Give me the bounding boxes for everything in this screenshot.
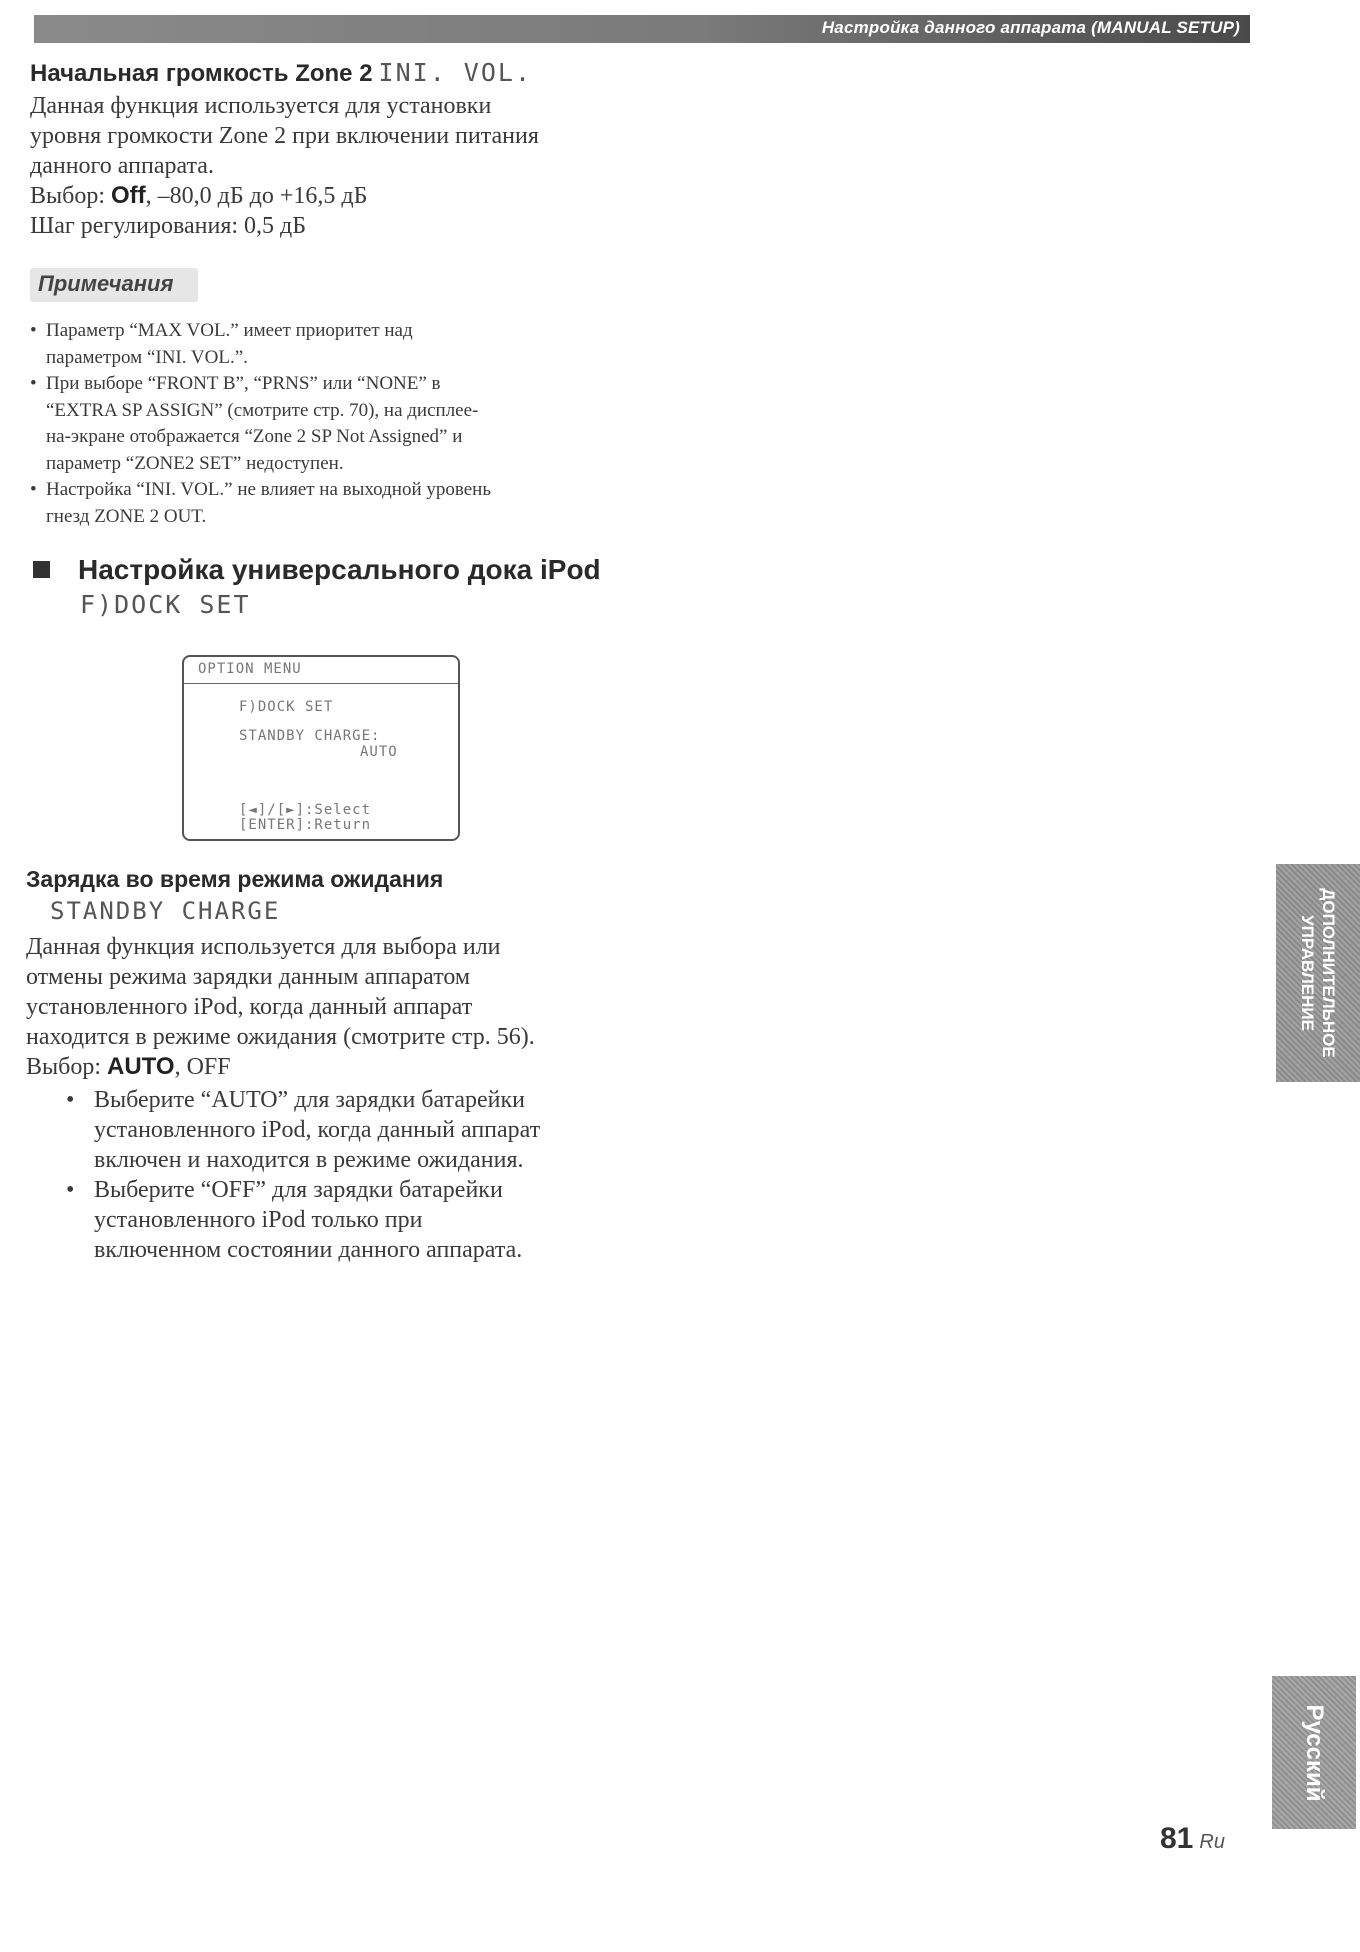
zone2-choice	[30, 181, 640, 211]
note-item	[30, 477, 630, 530]
header-title: Настройка данного аппарата (MANUAL SETUP)	[821, 18, 1240, 37]
standby-code: STANDBY CHARGE	[50, 897, 281, 925]
bullet: •	[66, 1177, 75, 1203]
bullet: •	[66, 1087, 75, 1113]
note-line: При выборе “FRONT B”, “PRNS” или “NONE” в	[46, 373, 441, 394]
zone2-code: INI. VOL.	[378, 58, 533, 87]
choice-prefix: Выбор:	[26, 1054, 102, 1080]
list-line: включенном состоянии данного аппарата.	[94, 1237, 523, 1263]
standby-line: находится в режиме ожидания (смотрите стр. 56).	[26, 1024, 535, 1050]
list-line: Выберите “AUTO” для зарядки батарейки	[94, 1087, 525, 1113]
note-line: параметром “INI. VOL.”.	[46, 346, 248, 368]
note-line: параметр “ZONE2 SET” недоступен.	[46, 452, 344, 474]
osd-nav-hint: [◄]/[►]:Select	[239, 802, 372, 818]
side-tab-label	[1297, 868, 1339, 1078]
standby-heading: Зарядка во время режима ожидания	[26, 866, 444, 892]
osd-menu-item: F)DOCK SET	[239, 699, 334, 715]
note-line: “EXTRA SP ASSIGN” (смотрите стр. 70), на дисплее-	[46, 399, 479, 421]
standby-description	[26, 932, 646, 1082]
page-lang: Ru	[1199, 1831, 1225, 1853]
bullet: •	[30, 479, 37, 500]
bullet: •	[30, 320, 37, 341]
section-title: Настройка универсального дока iPod	[78, 554, 601, 585]
bullet: •	[30, 373, 37, 394]
section-marker-icon	[33, 561, 50, 578]
list-line: установленного iPod, когда данный аппарат	[94, 1117, 541, 1143]
choice-rest: , –80,0 дБ до +16,5 дБ	[145, 183, 368, 209]
side-tab-advanced	[1276, 864, 1360, 1082]
standby-line: Данная функция используется для выбора или	[26, 934, 501, 960]
note-line: гнезд ZONE 2 OUT.	[46, 505, 207, 527]
side-tab-language	[1272, 1676, 1356, 1829]
osd-title-bar	[184, 657, 458, 684]
side-tab-line: ДОПОЛНИТЕЛЬНОЕ	[1319, 888, 1338, 1058]
osd-nav-hint: [ENTER]:Return	[239, 817, 372, 833]
page-number-value: 81	[1160, 1822, 1194, 1855]
side-tab-line: УПРАВЛЕНИЕ	[1298, 915, 1317, 1031]
standby-line: отмены режима зарядки данным аппаратом	[26, 964, 471, 990]
note-item	[30, 318, 630, 371]
notes-title: Примечания	[38, 271, 174, 296]
header-bar	[34, 15, 1250, 43]
zone2-heading: Начальная громкость Zone 2	[30, 60, 373, 87]
osd-value: AUTO	[360, 744, 398, 760]
zone2-line: данного аппарата.	[30, 153, 214, 179]
osd-menu-item: STANDBY CHARGE:	[239, 728, 381, 744]
osd-screen	[182, 655, 460, 841]
section-code: F)DOCK SET	[80, 590, 251, 619]
notes-list	[30, 318, 630, 530]
note-line: на-экране отображается “Zone 2 SP Not Assigned” и	[46, 426, 463, 447]
choice-rest: , OFF	[174, 1054, 231, 1080]
zone2-description	[30, 91, 640, 241]
notes-heading	[30, 268, 198, 302]
standby-bullets	[66, 1085, 626, 1265]
choice-default: AUTO	[107, 1053, 175, 1080]
list-item	[66, 1175, 626, 1265]
list-line: Выберите “OFF” для зарядки батарейки	[94, 1177, 503, 1203]
zone2-line: уровня громкости Zone 2 при включении питания	[30, 123, 539, 149]
zone2-section	[30, 56, 640, 241]
list-line: включен и находится в режиме ожидания.	[94, 1147, 524, 1173]
list-item	[66, 1085, 626, 1175]
choice-prefix: Выбор:	[30, 183, 106, 209]
note-item	[30, 371, 630, 477]
osd-title: OPTION MENU	[198, 661, 302, 677]
standby-line: установленного iPod, когда данный аппарат	[26, 994, 473, 1020]
note-line: Параметр “MAX VOL.” имеет приоритет над	[46, 320, 413, 341]
side-tab-label: Русский	[1301, 1704, 1328, 1801]
standby-choice	[26, 1052, 646, 1082]
page-number	[1160, 1822, 1225, 1856]
choice-default: Off	[111, 182, 146, 209]
zone2-line: Данная функция используется для установки	[30, 93, 492, 119]
list-line: установленного iPod только при	[94, 1207, 423, 1233]
note-line: Настройка “INI. VOL.” не влияет на выходной уровень	[46, 479, 492, 500]
zone2-step: Шаг регулирования: 0,5 дБ	[30, 213, 307, 239]
